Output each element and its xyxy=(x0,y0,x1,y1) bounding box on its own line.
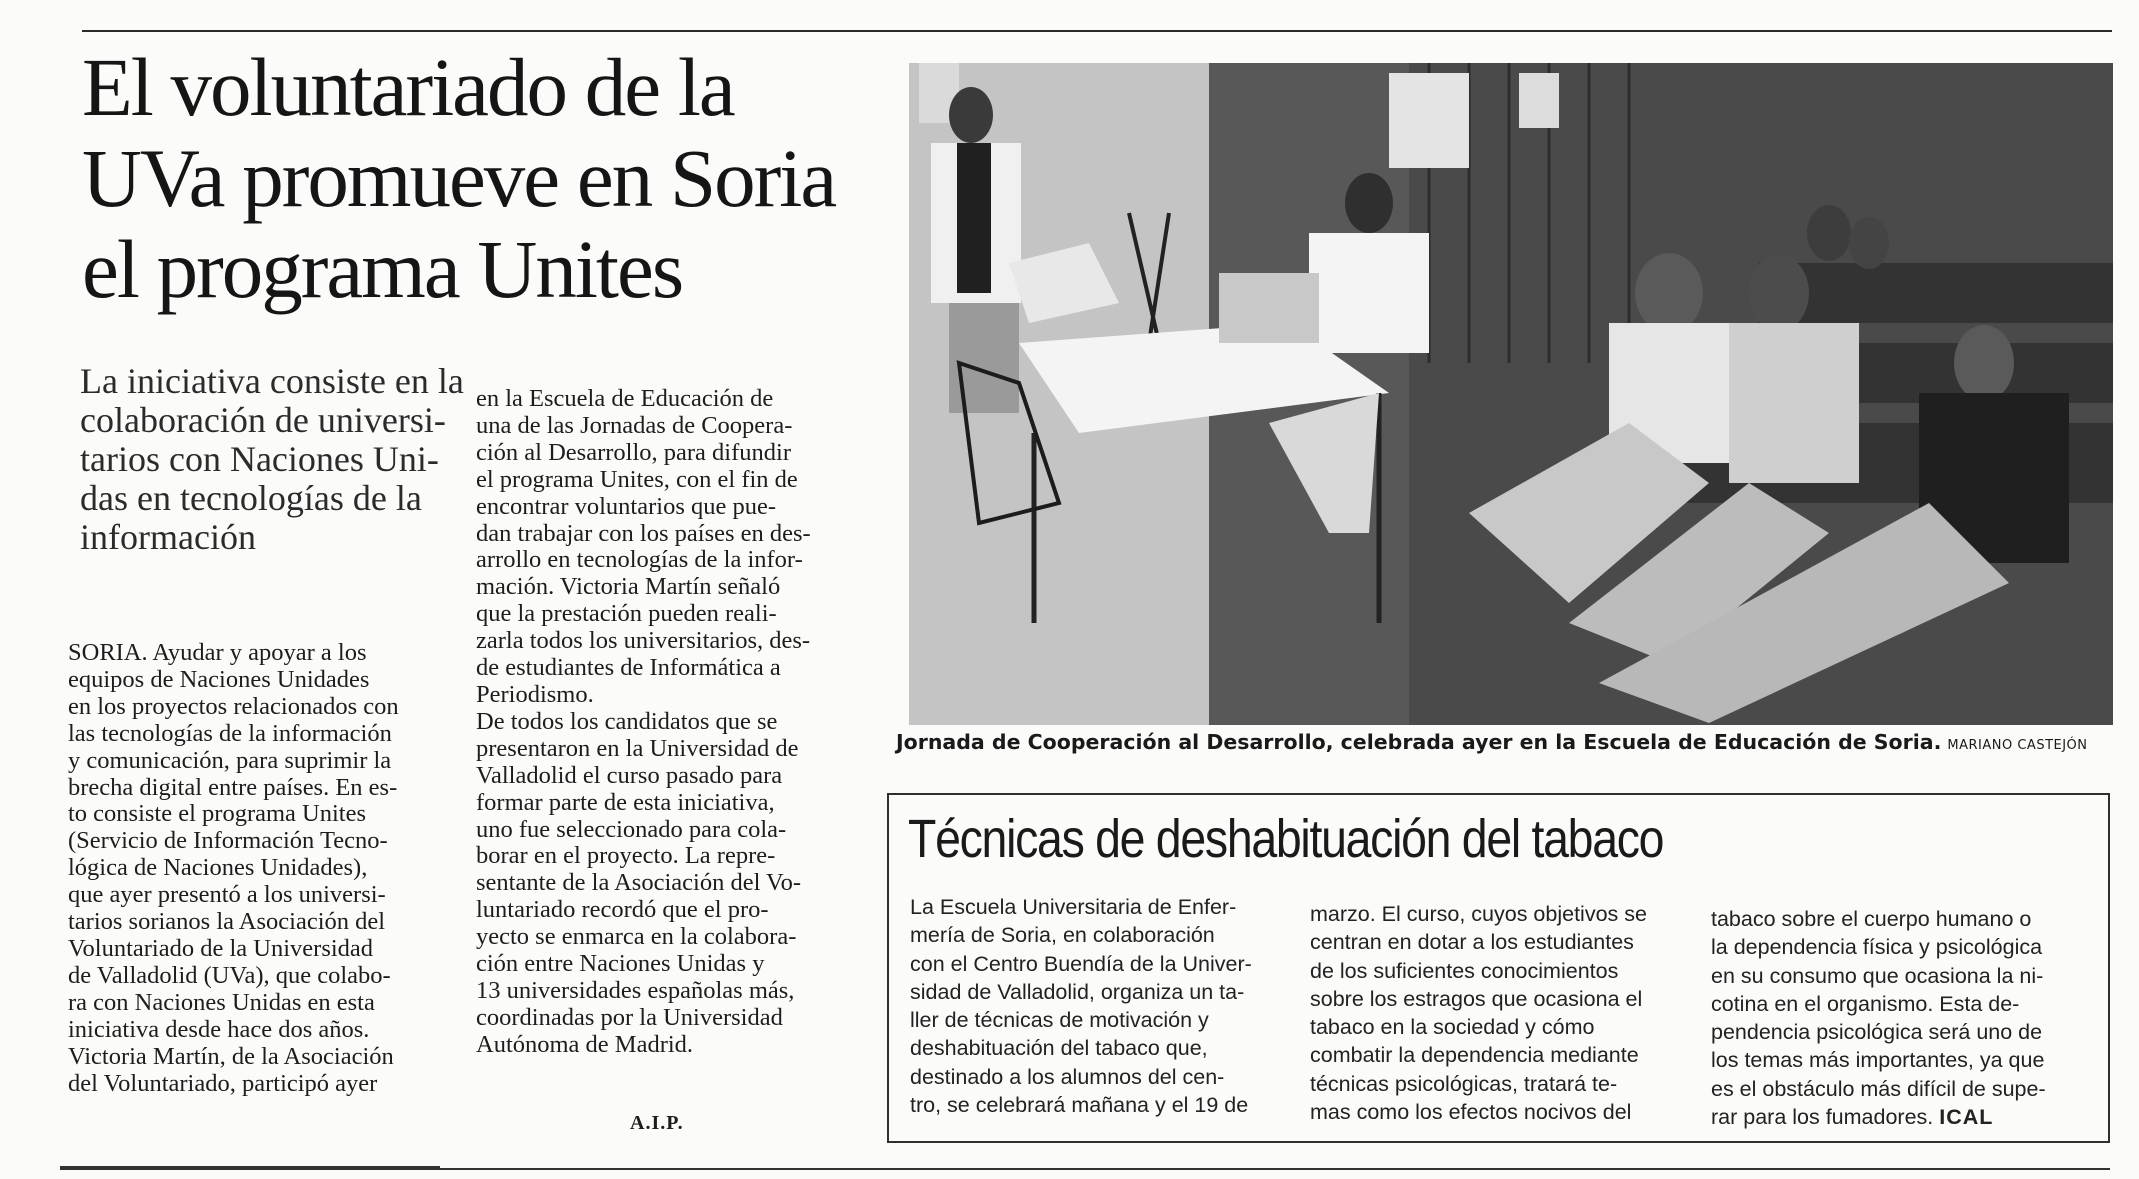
article-photo xyxy=(909,63,2113,725)
article-body-column-2: en la Escuela de Educación de una de las Jornadas de Coopera- ción al Desarrollo, para difundir el programa Unites, con el fin de encontrar voluntarios que pue- dan trabajar con los países en des- arrollo en tecnologías de la infor- mación. Victoria Martín señaló que la prestación pueden reali- zarla todos los universitarios, des- de estudiantes de Informática a Periodismo. De todos los candidatos que se presentaron en la Universidad de Valladolid el curso pasado para formar parte de esta iniciativa, uno fue seleccionado para cola- borar en el proyecto. La repre- sentante de la Asociación del Vo- luntariado recordó que el pro- yecto se enmarca en la colabora- ción entre Naciones Unidas y 13 universidades españolas más, coordinadas por la Universidad Autónoma de Madrid. xyxy=(476,385,811,1058)
article-body-column-1: SORIA. Ayudar y apoyar a los equipos de Naciones Unidades en los proyectos relacionados con las tecnologías de la información y comunicación, para suprimir la brecha digital entre países. En es- to consiste el programa Unites (Servicio de Información Tecno- lógica de Naciones Unidades), que ayer presentó a los universi- tarios sorianos la Asociación del Voluntariado de la Universidad de Valladolid (UVa), que colabo- ra con Naciones Unidas en esta iniciativa desde hace dos años. Victoria Martín, de la Asociación del Voluntariado, participó ayer xyxy=(68,639,399,1097)
top-rule xyxy=(82,30,2112,32)
photo-credit: MARIANO CASTEJÓN xyxy=(1947,738,2088,753)
sidebar-title: Técnicas de deshabituación del tabaco xyxy=(908,809,1664,869)
article-subhead: La iniciativa consiste en la colaboración de universi- tarios con Naciones Uni- das en tecnologías de la información xyxy=(80,361,464,557)
article-headline: El voluntariado de la UVa promueve en Soria el programa Unites xyxy=(82,41,836,315)
sidebar-column-3-text: tabaco sobre el cuerpo humano o la dependencia física y psicológica en su consumo que ocasiona la ni- cotina en el organismo. Esta de- pendencia psicológica será uno de los temas más importantes, ya que es el obstáculo más difícil de supe- rar para los fumadores. xyxy=(1711,907,2046,1130)
sidebar-agency: ICAL xyxy=(1939,1105,1994,1130)
photo-caption xyxy=(896,730,2126,754)
sidebar-column-1: La Escuela Universitaria de Enfer- mería de Soria, en colaboración con el Centro Buendía de la Univer- sidad de Valladolid, organiza un ta- ller de técnicas de motivación y deshabituación del tabaco que, destinado a los alumnos del cen- tro, se celebrará mañana y el 19 de xyxy=(910,895,1252,1118)
photo-caption-text: Jornada de Cooperación al Desarrollo, celebrada ayer en la Escuela de Educación de Soria. xyxy=(896,730,1942,754)
bottom-rule xyxy=(60,1168,2110,1170)
sidebar-column-3 xyxy=(1711,905,2081,1131)
article-signature: A.I.P. xyxy=(630,1112,684,1134)
sidebar-column-2: marzo. El curso, cuyos objetivos se centran en dotar a los estudiantes de los suficientes conocimientos sobre los estragos que ocasiona el tabaco en la sociedad y cómo combatir la dependencia mediante técnicas psicológicas, tratará te- mas como los efectos nocivos del xyxy=(1310,902,1647,1125)
